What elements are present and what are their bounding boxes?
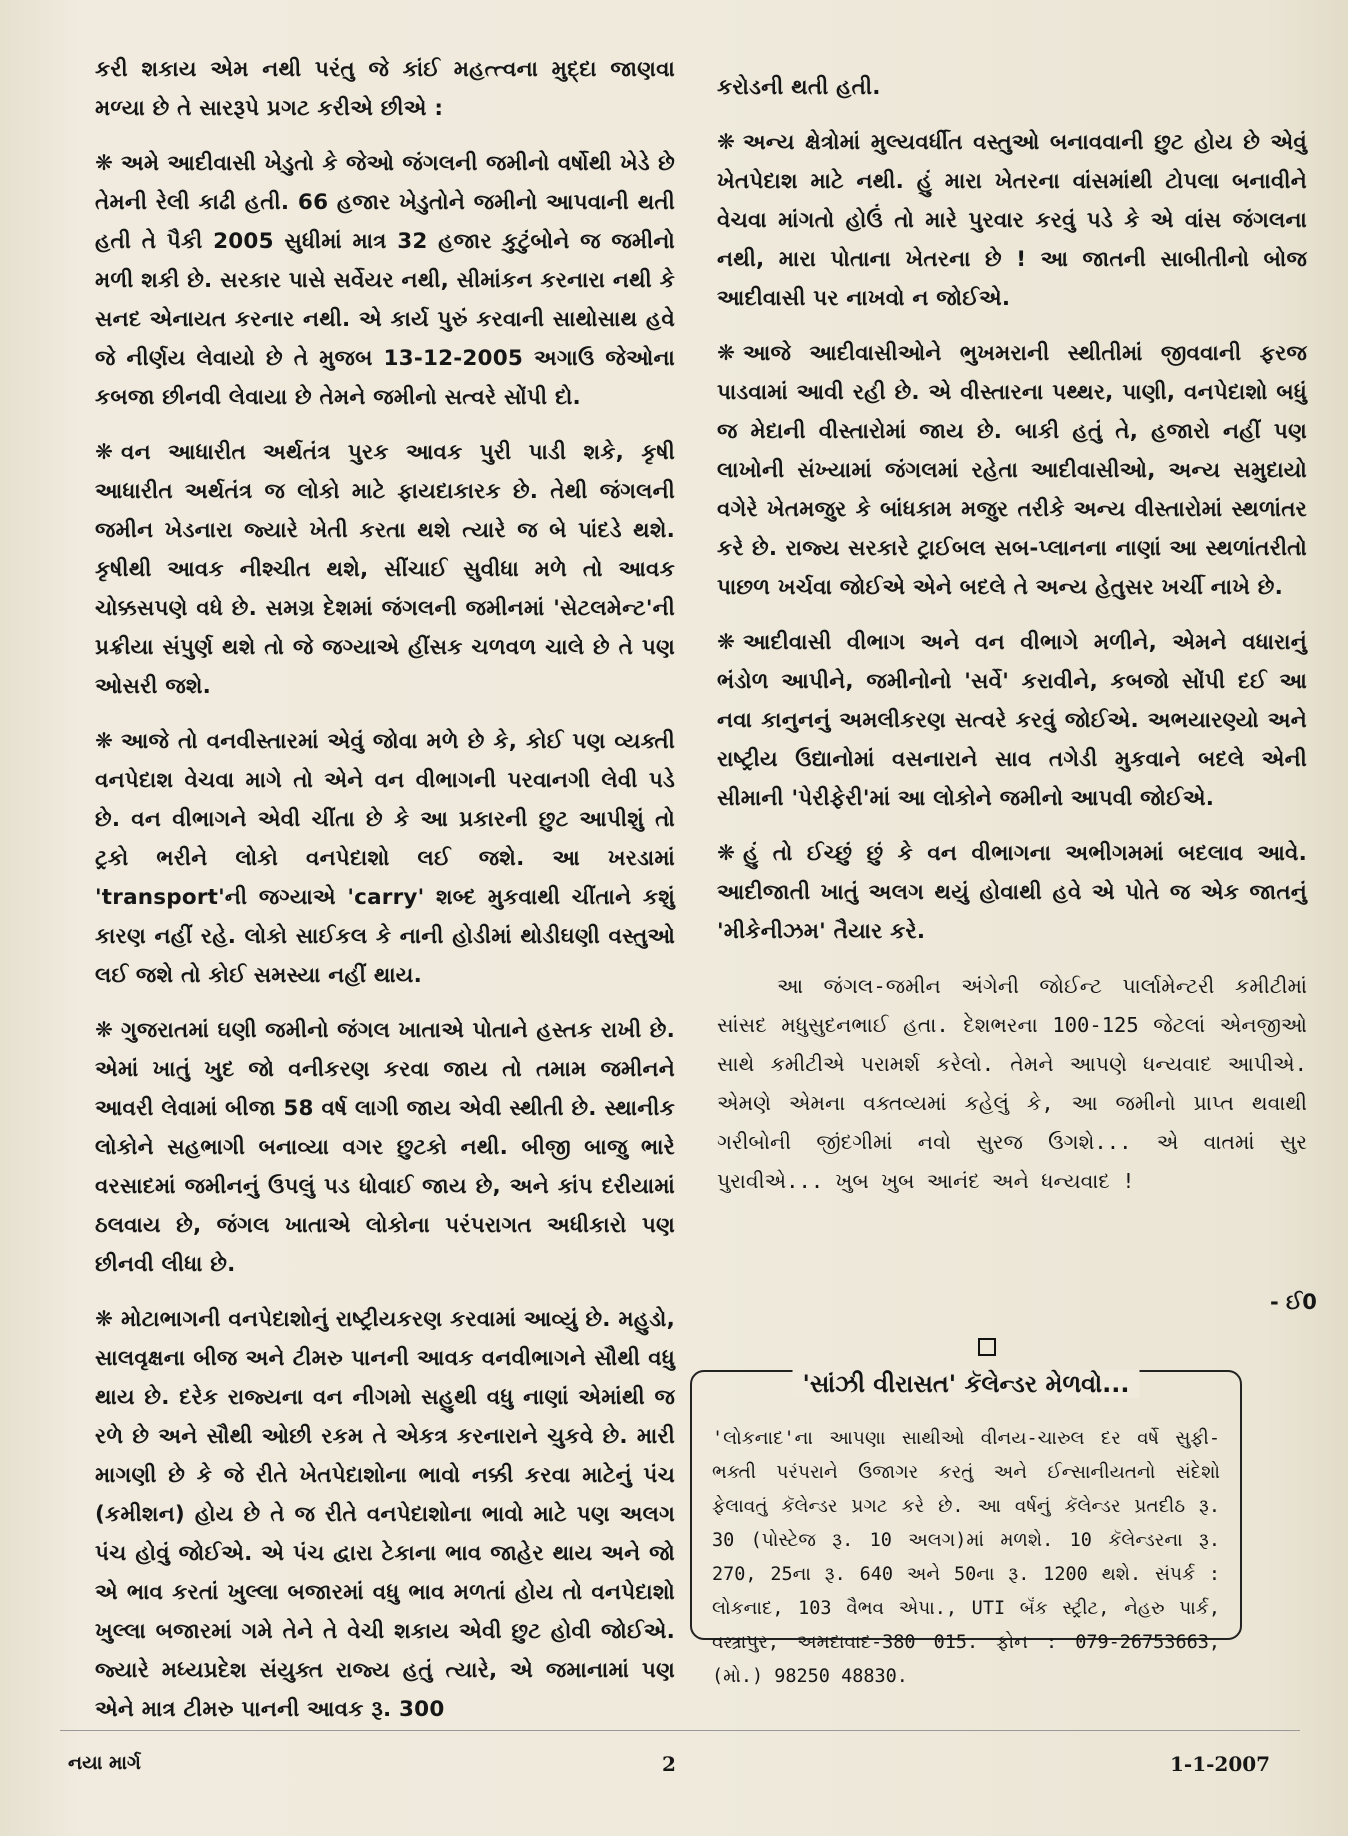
publication-name: નયા માર્ગ <box>68 1752 141 1774</box>
bullet-paragraph <box>95 144 675 417</box>
bullet-icon: ❋ <box>95 151 114 176</box>
right-column <box>717 68 1307 1217</box>
paragraph-text: કરી શકાય એમ નથી પરંતુ જે કાંઈ મહત્ત્વના મુદ્દા જાણવા મળ્યા છે તે સારરૂપે પ્રગટ કરીએ છીએ : <box>95 57 675 121</box>
paragraph-text: વન આધારીત અર્થતંત્ર પુરક આવક પુરી પાડી શકે, કૃષી આધારીત અર્થતંત્ર જ લોકો માટે ફાયદાકારક છે. તેથી જંગલની જમીન ખેડનારા જ્યારે ખેતી કરતા થશે ત્યારે જ બે પાંદડે થશે. કૃષીથી આવક નીશ્ચીત થશે, સીંચાઈ સુવીધા મળે તો આવક ચોક્કસપણે વધે છે. સમગ્ર દેશમાં જંગલની જમીનમાં 'સેટલમેન્ટ'ની પ્રક્રીયા સંપુર્ણ થશે તો જે જગ્યાએ હીંસક ચળવળ ચાલે છે તે પણ ઓસરી જશે. <box>95 440 675 699</box>
bullet-paragraph <box>717 123 1307 318</box>
paragraph-text: અમે આદીવાસી ખેડુતો કે જેઓ જંગલની જમીનો વર્ષોથી ખેડે છે તેમની રેલી કાઢી હતી. 66 હજાર ખેડુતોને જમીનો આપવાની થતી હતી તે પૈકી 2005 સુધીમાં માત્ર 32 હજાર કુટુંબોને જ જમીનો મળી શકી છે. સરકાર પાસે સર્વેયર નથી, સીમાંકન કરનારા નથી કે સનદ એનાયત કરનાર નથી. એ કાર્ય પુરું કરવાની સાથોસાથ હવે જે નીર્ણય લેવાયો છે તે મુજબ 13-12-2005 અગાઉ જેઓના કબજા છીનવી લેવાયા છે તેમને જમીનો સત્વરે સોંપી દો. <box>95 151 675 410</box>
bullet-icon: ❋ <box>717 630 736 655</box>
paragraph <box>95 50 675 128</box>
page-number: 2 <box>662 1752 676 1776</box>
bullet-icon: ❋ <box>95 1018 114 1043</box>
footer-rule <box>60 1730 1300 1731</box>
bullet-icon: ❋ <box>95 440 114 465</box>
paragraph-text: આદીવાસી વીભાગ અને વન વીભાગે મળીને, એમને વધારાનું ભંડોળ આપીને, જમીનોનો 'સર્વે' કરાવીને, કબજો સોંપી દઈ આ નવા કાનુનનું અમલીકરણ સત્વરે કરવું જોઈએ. અભયારણ્યો અને રાષ્ટ્રીય ઉદ્યાનોમાં વસનારાને સાવ તગેડી મુકવાને બદલે એની સીમાની 'પેરીફેરી'માં આ લોકોને જમીનો આપવી જોઈએ. <box>717 630 1307 811</box>
notice-title: 'સાંઝી વીરાસત' કૅલેન્ડર મેળવો... <box>793 1370 1140 1398</box>
paragraph-text: ગુજરાતમાં ઘણી જમીનો જંગલ ખાતાએ પોતાને હસ્તક રાખી છે. એમાં ખાતું ખુદ જો વનીકરણ કરવા જાય તો તમામ જમીનને આવરી લેવામાં બીજા 58 વર્ષ લાગી જાય એવી સ્થીતી છે. સ્થાનીક લોકોને સહભાગી બનાવ્યા વગર છુટકો નથી. બીજી બાજુ ભારે વરસાદમાં જમીનનું ઉપલું પડ ધોવાઈ જાય છે, અને કાંપ દરીયામાં ઠલવાય છે, જંગલ ખાતાએ લોકોના પરંપરાગત અધીકારો પણ છીનવી લીધા છે. <box>95 1018 675 1277</box>
paragraph-text: મોટાભાગની વનપેદાશોનું રાષ્ટ્રીયકરણ કરવામાં આવ્યું છે. મહુડો, સાલવૃક્ષના બીજ અને ટીમરુ પાનની આવક વનવીભાગને સૌથી વધુ થાય છે. દરેક રાજ્યના વન નીગમો સહુથી વધુ નાણાં એમાંથી જ રળે છે અને સૌથી ઓછી રકમ તે એકત્ર કરનારાને ચુકવે છે. મારી માગણી છે કે જે રીતે ખેતપેદાશોના ભાવો નક્કી કરવા માટેનું પંચ (કમીશન) હોય છે તે જ રીતે વનપેદાશોના ભાવો માટે પણ અલગ પંચ હોવું જોઈએ. એ પંચ દ્વારા ટેકાના ભાવ જાહેર થાય અને જો એ ભાવ કરતાં ખુલ્લા બજારમાં વધુ ભાવ મળતાં હોય તો વનપેદાશો ખુલ્લા બજારમાં ગમે તેને તે વેચી શકાય એવી છુટ હોવી જોઈએ. જ્યારે મધ્યપ્રદેશ સંયુક્ત રાજ્ય હતું ત્યારે, એ જમાનામાં પણ એને માત્ર ટીમરુ પાનની આવક રૂ. 300 <box>95 1307 675 1722</box>
closing-paragraph: આ જંગલ-જમીન અંગેની જોઈન્ટ પાર્લામેન્ટરી કમીટીમાં સાંસદ મધુસુદનભાઈ હતા. દેશભરના 100-125 જેટલાં એનજીઓ સાથે કમીટીએ પરામર્શ કરેલો. તેમને આપણે ધન્યવાદ આપીએ. એમણે એમના વક્તવ્યમાં કહેલું કે, આ જમીનો પ્રાપ્ત થવાથી ગરીબોની જીંદગીમાં નવો સુરજ ઉગશે... એ વાતમાં સુર પુરાવીએ... ખુબ ખુબ આનંદ અને ધન્યવાદ ! <box>717 974 1307 1193</box>
bullet-paragraph <box>95 1300 675 1729</box>
paragraph <box>717 68 1307 107</box>
bullet-paragraph <box>95 433 675 706</box>
bullet-paragraph <box>717 834 1307 951</box>
bullet-paragraph <box>717 623 1307 818</box>
calendar-notice-box <box>690 1370 1242 1687</box>
bullet-paragraph <box>95 722 675 995</box>
paragraph-text: આજે તો વનવીસ્તારમાં એવું જોવા મળે છે કે, કોઈ પણ વ્યક્તી વનપેદાશ વેચવા માગે તો એને વન વીભાગની પરવાનગી લેવી પડે છે. વન વીભાગને એવી ચીંતા છે કે આ પ્રકારની છુટ આપીશું તો ટ્રકો ભરીને લોકો વનપેદાશો લઈ જશે. આ ખરડામાં 'transport'ની જગ્યાએ 'carry' શબ્દ મુકવાથી ચીંતાને કશું કારણ નહીં રહે. લોકો સાઈકલ કે નાની હોડીમાં થોડીઘણી વસ્તુઓ લઈ જશે તો કોઈ સમસ્યા નહીં થાય. <box>95 729 675 988</box>
paragraph-text: હું તો ઈચ્છું છું કે વન વીભાગના અભીગમમાં બદલાવ આવે. આદીજાતી ખાતું અલગ થયું હોવાથી હવે એ પોતે જ એક જાતનું 'મીકેનીઝમ' તૈયાર કરે. <box>717 841 1307 944</box>
bullet-paragraph <box>717 334 1307 607</box>
bullet-icon: ❋ <box>717 130 736 155</box>
bullet-icon: ❋ <box>717 841 736 866</box>
notice-body: 'લોકનાદ'ના આપણા સાથીઓ વીનય-ચારુલ દર વર્ષે સુફી-ભક્તી પરંપરાને ઉજાગર કરતું અને ઈન્સાનીયતનો સંદેશો ફેલાવતું કૅલેન્ડર પ્રગટ કરે છે. આ વર્ષનું કૅલેન્ડર પ્રતદીઠ રૂ. 30 (પોસ્ટેજ રૂ. 10 અલગ)માં મળશે. 10 કૅલેન્ડરના રૂ. 270, 25ના રૂ. 640 અને 50ના રૂ. 1200 થશે. સંપર્ક : લોકનાદ, 103 વૈભવ એપા., UTI બૅંક સ્ટ્રીટ, નેહરુ પાર્ક, વસ્ત્રાપુર, અમદાવાદ-380 015. ફોન : 079-26753663, (મો.) 98250 48830. <box>712 1428 1220 1687</box>
author-signature: - ઈ0 <box>1270 1290 1317 1314</box>
bullet-icon: ❋ <box>95 1307 114 1332</box>
paragraph-text: કરોડની થતી હતી. <box>717 75 881 100</box>
end-of-article-square <box>978 1338 996 1356</box>
paragraph-text: અન્ય ક્ષેત્રોમાં મુલ્યવર્ધીત વસ્તુઓ બનાવવાની છુટ હોય છે એવું ખેતપેદાશ માટે નથી. હું મારા ખેતરના વાંસમાંથી ટોપલા બનાવીને વેચવા માંગતો હોઉં તો મારે પુરવાર કરવું પડે કે એ વાંસ જંગલના નથી, મારા પોતાના ખેતરના છે ! આ જાતની સાબીતીનો બોજ આદીવાસી પર નાખવો ન જોઈએ. <box>717 130 1307 311</box>
issue-date: 1-1-2007 <box>1170 1752 1271 1776</box>
paragraph-text: આજે આદીવાસીઓને ભુખમરાની સ્થીતીમાં જીવવાની ફરજ પાડવામાં આવી રહી છે. એ વીસ્તારના પથ્થર, પાણી, વનપેદાશો બધું જ મેદાની વીસ્તારોમાં જાય છે. બાકી હતું તે, હજારો નહીં પણ લાખોની સંખ્યામાં જંગલમાં રહેતા આદીવાસીઓ, અન્ય સમુદાયો વગેરે ખેતમજુર કે બાંધકામ મજુર તરીકે અન્ય વીસ્તારોમાં સ્થળાંતર કરે છે. રાજ્ય સરકારે ટ્રાઈબલ સબ-પ્લાનના નાણાં આ સ્થળાંતરીતો પાછળ ખર્ચવા જોઈએ એને બદલે તે અન્ય હેતુસર ખર્ચી નાખે છે. <box>717 341 1307 600</box>
left-column <box>95 50 675 1745</box>
bullet-icon: ❋ <box>95 729 114 754</box>
bullet-paragraph <box>95 1011 675 1284</box>
bullet-icon: ❋ <box>717 341 736 366</box>
